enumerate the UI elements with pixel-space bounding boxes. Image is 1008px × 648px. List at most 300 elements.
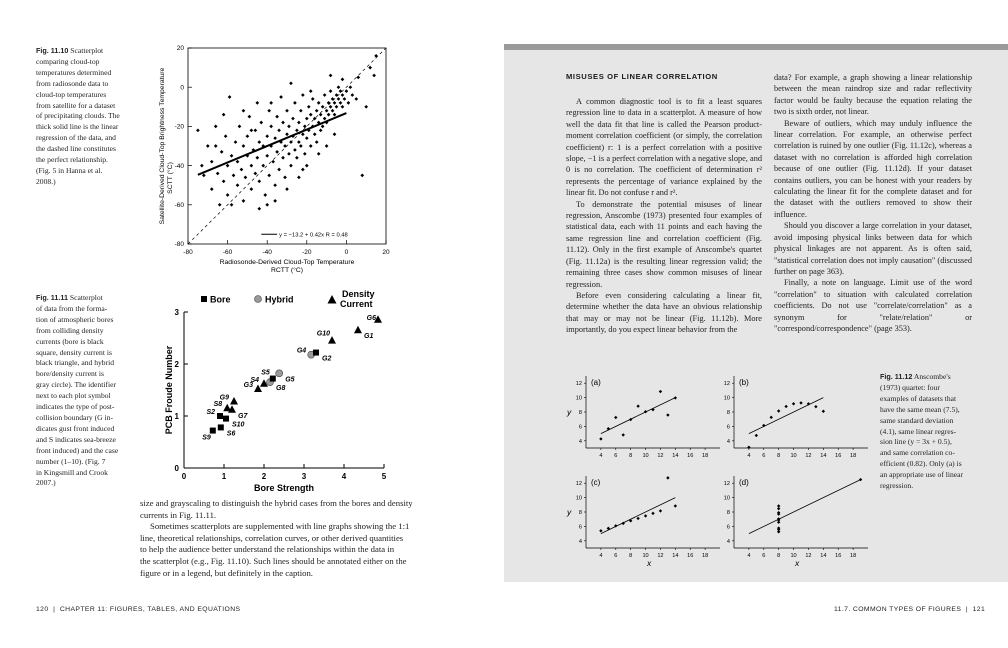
body-line: to help the audience better understand the relationships within the data in — [140, 544, 395, 555]
x-tick-label: 10 — [642, 453, 649, 459]
data-point — [636, 517, 639, 520]
data-point-S10 — [223, 416, 229, 422]
legend-density-label: Current — [340, 299, 373, 309]
point-label: S8 — [213, 401, 223, 409]
x-tick-label: -20 — [302, 249, 312, 256]
body-line: size and grayscaling to distinguish the hybrid cases from the bores and density — [140, 498, 413, 508]
data-point — [333, 132, 337, 136]
data-point — [651, 408, 654, 411]
data-point — [666, 413, 669, 416]
body-line: Sometimes scatterplots are supplemented with line graphs showing the 1:1 — [150, 521, 410, 532]
x-tick-label: 18 — [849, 553, 857, 559]
data-point — [297, 121, 301, 125]
data-point — [674, 396, 677, 399]
data-point — [242, 199, 246, 203]
y-tick-label: -20 — [174, 123, 184, 131]
point-label: S4 — [250, 376, 259, 384]
sidebar-top-rule — [504, 44, 1008, 50]
sidebar-paragraph: Should you discover a large correlation in your dataset, avoid imposing physical links between data for which physical linkages are not apparent. As is often said, "statistical correlation does not imply causation" (discussed further on page 363). — [774, 221, 972, 276]
data-point — [289, 81, 293, 85]
left-body-text — [140, 498, 446, 579]
caption-line: 2007.) — [36, 478, 56, 488]
data-point — [200, 164, 204, 168]
caption-line: currents (bore is black — [36, 336, 104, 346]
data-point — [674, 504, 677, 507]
y-axis-label: Satellite-Derived Cloud-Top Brightness Temperature — [159, 67, 166, 225]
data-point — [285, 132, 289, 136]
data-point — [347, 101, 351, 105]
y-tick-label: 12 — [575, 381, 582, 388]
data-point — [261, 164, 265, 168]
data-point — [250, 128, 254, 132]
data-point — [230, 154, 234, 158]
y-tick-label: 0 — [180, 84, 184, 92]
data-point — [224, 134, 228, 138]
body-line: the scatterplot (e.g., Fig. 11.10). Such lines should be annotated either on the — [140, 555, 407, 566]
data-point — [305, 164, 309, 168]
data-point — [255, 101, 259, 105]
y-tick-label: 10 — [575, 495, 582, 502]
fig1111-caption-lines — [36, 293, 144, 489]
fig1111-scatterplot — [162, 286, 402, 496]
x-axis-label: x — [795, 558, 800, 568]
data-point-G5 — [276, 370, 283, 377]
panel-label: (c) — [591, 478, 601, 487]
y-tick-label: 2 — [174, 360, 179, 369]
data-point — [313, 132, 317, 136]
data-point — [311, 97, 315, 101]
data-point — [777, 409, 780, 412]
x-tick-label: 6 — [762, 553, 766, 559]
point-label: G7 — [238, 412, 248, 420]
data-point — [814, 405, 817, 408]
y-tick-label: 12 — [723, 481, 730, 488]
anscombe-panel-(d) — [724, 476, 868, 568]
data-point — [372, 74, 376, 78]
x-tick-label: 16 — [835, 453, 842, 459]
y-tick-label: 6 — [578, 524, 582, 531]
caption-line: 2008.) — [36, 176, 56, 186]
y-tick-label: 20 — [176, 45, 184, 53]
y-axis-label: SCTT (°C) — [167, 162, 174, 194]
regression-line — [601, 498, 675, 534]
x-tick-label: 8 — [629, 553, 633, 559]
legend-hybrid-label: Hybrid — [265, 294, 294, 305]
x-tick-label: 14 — [820, 453, 827, 459]
data-point — [636, 404, 639, 407]
caption-line: have the same mean (7.5), — [880, 404, 960, 414]
data-point — [321, 125, 325, 129]
x-tick-label: 3 — [301, 472, 307, 481]
sidebar-paragraph: A common diagnostic tool is to fit a least squares regression line to data in a scatterplot. A measure of how well the data fit that line is called the Pearson product-moment correlation coefficient (or simply, the correlation coefficient) r: 1 is a perfect correlation with a positive slope, −1 is a perfect correlation with a negative slope, and 0 is no correlation. The coefficient of determination r² represents the percentage of variance explained by the linear fit. Do not confuse r and r². — [566, 97, 762, 198]
data-point — [777, 507, 780, 510]
caption-line: number (1–10). (Fig. 7 — [36, 456, 106, 466]
caption-line: thick solid line is the linear — [36, 122, 119, 132]
data-point — [299, 109, 303, 113]
x-tick-label: 2 — [261, 472, 267, 481]
data-point — [279, 95, 283, 99]
x-tick-label: 16 — [687, 453, 694, 459]
caption-label: Fig. 11.10 — [36, 46, 69, 55]
x-tick-label: 12 — [657, 553, 664, 559]
data-point — [265, 134, 269, 138]
caption-line: collision boundary (G in- — [36, 412, 113, 422]
data-point — [309, 89, 313, 93]
x-tick-label: 16 — [835, 553, 842, 559]
data-point-S2 — [217, 413, 223, 419]
x-tick-label: 8 — [777, 453, 781, 459]
x-tick-label: 4 — [747, 453, 751, 459]
data-point — [273, 199, 277, 203]
x-axis-label: RCTT (°C) — [270, 267, 304, 274]
sidebar-paragraph: Before even considering calculating a linear fit, determine whether the data have an obvious relationship that may or may not be linear (Fig. 11.12b). More importantly, do you expect linear behavior from the — [566, 290, 762, 335]
data-point — [349, 85, 353, 89]
data-point — [303, 125, 307, 129]
caption-line: examples of datasets that — [880, 393, 957, 403]
data-point — [822, 410, 825, 413]
data-point — [240, 168, 244, 172]
regression-line — [198, 113, 347, 175]
body-line: line, theoretical relationships, correlation curves, or other derived quantities — [140, 532, 404, 543]
y-axis-label-group — [159, 67, 174, 224]
data-point — [263, 193, 267, 197]
caption-line: Fig. 11.12 Anscombe's — [880, 372, 951, 381]
data-point — [287, 152, 291, 156]
data-point — [242, 109, 246, 113]
y-tick-label: 10 — [723, 495, 730, 502]
data-point — [244, 176, 248, 180]
sidebar-paragraph: To demonstrate the potential misuses of linear regression, Anscombe (1973) presented four examples of statistical data, each with 11 points and each having the same regression line and correlation coefficient (Fig. 11.12). Only in the first example of Anscombe's quartet (Fig. 11.12a) is the resulting linear regression valid; the remaining three cases show common misuses of linear regression. — [566, 199, 762, 289]
data-point — [265, 154, 269, 158]
caption-line: of precipitating clouds. The — [36, 111, 120, 121]
x-tick-label: 18 — [701, 453, 709, 459]
data-point — [599, 437, 602, 440]
data-point — [341, 105, 345, 109]
legend-hybrid-marker — [255, 296, 262, 303]
data-point — [659, 509, 662, 512]
data-point — [257, 179, 261, 183]
data-point — [323, 117, 327, 121]
x-tick-label: 1 — [221, 472, 227, 481]
x-tick-label: 20 — [382, 249, 390, 256]
data-point — [289, 164, 293, 168]
x-tick-label: 14 — [672, 453, 679, 459]
y-tick-label: 8 — [726, 410, 730, 416]
x-tick-label: 12 — [805, 553, 812, 559]
y-tick-label: 0 — [174, 464, 179, 473]
sidebar-paragraph: Beware of outliers, which may unduly influence the linear correlation. For example, an otherwise perfect correlation is ruined by one outlier (Fig. 11.12c), whereas a dataset with no correlation is afforded high correlation because of one outlier (Fig. 11.12d). If your dataset contains outliers, you can be honest with your readers by calculating the linear fit for the complete dataset and for the dataset with the outliers removed to show their influence. — [774, 118, 972, 219]
data-point — [343, 97, 347, 101]
data-point — [784, 405, 787, 408]
x-tick-label: -60 — [222, 249, 233, 256]
data-point — [210, 160, 214, 164]
data-point — [364, 105, 368, 109]
data-point-G9 — [230, 397, 238, 405]
data-point-S6 — [218, 424, 224, 430]
anscombe-panel-(a) — [566, 376, 720, 459]
caption-line: the perfect relationship. — [36, 155, 108, 165]
data-point — [214, 125, 218, 129]
data-point — [309, 113, 313, 117]
y-axis-label: y — [567, 507, 572, 517]
data-point — [315, 109, 319, 113]
data-point — [257, 140, 261, 144]
y-tick-label: 4 — [726, 538, 730, 545]
y-tick-label: -80 — [174, 241, 184, 249]
anscombe-panel-(c) — [566, 476, 720, 568]
data-point — [281, 121, 285, 125]
y-axis-label: y — [567, 407, 572, 417]
regression-annotation: y = −13.2 + 0.42x R = 0.48 — [279, 232, 348, 239]
legend-bore-marker — [201, 296, 207, 302]
data-point — [599, 529, 602, 532]
data-point — [341, 78, 345, 82]
body-line: figure or in a legend, but definitely in the caption. — [140, 567, 313, 578]
right-footer: 11.7. COMMON TYPES OF FIGURES | 121 — [834, 606, 986, 613]
data-point — [218, 203, 222, 207]
data-point — [275, 150, 279, 154]
caption-line: Fig. 11.11 Scatterplot — [36, 293, 103, 302]
data-point — [259, 121, 263, 125]
y-axis-label: PCB Froude Number — [164, 345, 174, 435]
x-tick-label: 14 — [820, 553, 827, 559]
one-to-one-line — [188, 48, 386, 244]
x-tick-label: 4 — [747, 553, 751, 559]
data-point — [659, 390, 662, 393]
data-point — [317, 152, 321, 156]
caption-line: of data from the forma- — [36, 303, 108, 313]
point-label: G1 — [364, 333, 374, 341]
left-footer: 120 | CHAPTER 11: FIGURES, TABLES, AND EQUATIONS — [36, 606, 241, 613]
data-point — [323, 93, 327, 97]
data-point — [301, 93, 305, 97]
y-tick-label: 4 — [726, 438, 730, 445]
regression-line — [749, 480, 861, 534]
data-point — [319, 128, 323, 132]
data-point — [317, 101, 321, 105]
caption-line: next to each plot symbol — [36, 391, 111, 401]
x-tick-label: 8 — [777, 553, 781, 559]
caption-line: regression. — [880, 481, 914, 491]
fig1111-caption — [36, 293, 144, 489]
data-point-G1 — [354, 326, 362, 334]
data-point — [321, 105, 325, 109]
data-point — [339, 101, 343, 105]
fig1112-caption-lines — [880, 372, 980, 492]
caption-line: comparing cloud-top — [36, 56, 100, 66]
data-point — [222, 113, 226, 117]
panel-label: (b) — [739, 378, 749, 387]
y-tick-label: 4 — [578, 438, 582, 445]
data-point — [285, 187, 289, 191]
caption-label: Fig. 11.11 — [36, 293, 68, 302]
data-point — [246, 134, 250, 138]
data-point — [614, 416, 617, 419]
data-point — [277, 128, 281, 132]
point-label: G8 — [276, 385, 286, 393]
data-point — [285, 109, 289, 113]
x-tick-label: 4 — [341, 472, 347, 481]
x-tick-label: 6 — [614, 553, 618, 559]
caption-line: from colliding density — [36, 325, 104, 335]
point-label: G2 — [322, 355, 332, 363]
caption-line: in Kingsmill and Crook — [36, 467, 108, 477]
y-tick-label: 6 — [726, 524, 730, 531]
data-point — [196, 128, 200, 132]
data-point — [248, 115, 252, 119]
caption-label: Fig. 11.12 — [880, 372, 913, 381]
point-label: S9 — [202, 434, 211, 442]
data-point — [859, 478, 862, 481]
y-tick-label: -60 — [174, 202, 184, 209]
data-point — [273, 183, 277, 187]
sidebar-title: MISUSES OF LINEAR CORRELATION — [566, 72, 718, 81]
data-point — [257, 207, 261, 211]
regression-line — [749, 398, 823, 434]
fig1110-caption — [36, 46, 144, 188]
data-point — [327, 101, 331, 105]
fig1110-scatterplot — [152, 42, 398, 274]
fig1112-anscombe-quartet — [562, 370, 872, 578]
data-point — [307, 105, 311, 109]
data-point — [337, 85, 341, 89]
y-tick-label: 10 — [575, 395, 582, 402]
caption-line: same standard deviation — [880, 415, 954, 425]
data-point — [210, 187, 214, 191]
x-tick-label: 5 — [381, 472, 387, 481]
data-point — [250, 187, 254, 191]
legend-bore-label: Bore — [210, 294, 231, 305]
data-point — [644, 514, 647, 517]
data-point — [226, 164, 230, 168]
x-tick-label: 18 — [701, 553, 709, 559]
data-point — [305, 136, 309, 140]
data-point — [275, 115, 279, 119]
x-tick-label: 6 — [614, 453, 618, 459]
data-point — [325, 109, 329, 113]
data-point — [339, 89, 343, 93]
data-point-G2 — [313, 350, 319, 356]
data-point — [301, 168, 305, 172]
data-point — [341, 93, 345, 97]
caption-line: black triangle, and hybrid — [36, 358, 115, 368]
y-tick-label: 3 — [174, 308, 179, 317]
caption-line: indicates the type of post- — [36, 402, 115, 412]
data-point — [331, 97, 335, 101]
x-tick-label: 0 — [181, 472, 187, 481]
caption-line: from radiosonde data to — [36, 78, 109, 88]
point-label: S6 — [226, 430, 236, 438]
data-point — [770, 416, 773, 419]
sidebar-column-2 — [774, 72, 972, 334]
data-point — [220, 150, 224, 154]
data-point — [666, 476, 669, 479]
legend-density-label: Density — [342, 289, 375, 299]
data-point — [202, 174, 206, 178]
data-point — [303, 152, 307, 156]
sidebar-column-1 — [566, 96, 762, 336]
data-point — [651, 512, 654, 515]
data-point — [228, 95, 232, 99]
data-point — [333, 101, 337, 105]
caption-line: gray circle). The identifier — [36, 380, 116, 390]
legend-density-marker — [328, 295, 337, 304]
data-point — [265, 203, 269, 207]
x-tick-label: 12 — [657, 453, 664, 459]
data-point — [287, 125, 291, 129]
data-point — [329, 89, 333, 93]
x-tick-label: 6 — [762, 453, 766, 459]
data-point — [269, 125, 273, 129]
data-point — [333, 113, 337, 117]
data-point — [622, 433, 625, 436]
data-point — [315, 140, 319, 144]
caption-line: and same correlation co- — [880, 448, 955, 458]
data-point — [755, 434, 758, 437]
x-tick-label: 18 — [849, 453, 857, 459]
data-point — [792, 402, 795, 405]
data-point — [799, 401, 802, 404]
point-label: S5 — [261, 369, 270, 377]
data-point — [236, 183, 240, 187]
data-point — [232, 174, 236, 178]
caption-line: (1973) quartet: four — [880, 382, 940, 392]
caption-line: dicates gust front induced — [36, 423, 115, 433]
caption-line: (4.1), same linear regres- — [880, 426, 957, 436]
data-point — [273, 136, 277, 140]
data-point — [356, 76, 360, 80]
point-label: G3 — [243, 381, 253, 389]
x-tick-label: 10 — [790, 453, 797, 459]
data-point — [255, 156, 259, 160]
y-tick-label: 8 — [578, 510, 582, 516]
sidebar-paragraph: Finally, a note on language. Limit use of the word "correlation" to situation with calculated correlation coefficients. Do not use "correlate/correlation" as a synonym for "relate/relation" or "correspond/correspondence" (page 353). — [774, 278, 972, 333]
point-label: G5 — [285, 376, 295, 384]
data-point — [319, 113, 323, 117]
data-point — [226, 193, 230, 197]
data-point — [277, 168, 281, 172]
data-point — [374, 54, 378, 58]
caption-line: from satellite for a dataset — [36, 100, 116, 110]
data-point-S9 — [210, 428, 216, 434]
data-point — [305, 117, 309, 121]
data-point — [269, 101, 273, 105]
data-point — [295, 156, 299, 160]
y-tick-label: 1 — [174, 412, 179, 421]
caption-line: tion of atmospheric bores — [36, 314, 114, 324]
y-axis-label-group — [164, 345, 174, 434]
caption-line: and S indicates sea-breeze — [36, 434, 116, 444]
caption-line: efficient (0.82). Only (a) is — [880, 459, 962, 469]
y-tick-label: 4 — [578, 538, 582, 545]
data-point — [234, 140, 238, 144]
x-tick-label: 4 — [599, 453, 603, 459]
data-point — [325, 144, 329, 148]
x-tick-label: 0 — [344, 249, 349, 256]
data-point — [351, 93, 355, 97]
data-point — [293, 101, 297, 105]
data-point — [267, 174, 271, 178]
point-label: S2 — [206, 409, 215, 416]
data-point — [238, 125, 242, 129]
y-tick-label: 8 — [578, 410, 582, 416]
data-point — [329, 74, 333, 78]
anscombe-panel-(b) — [724, 376, 868, 459]
data-point — [301, 132, 305, 136]
data-point — [293, 148, 297, 152]
data-point — [354, 97, 358, 101]
y-tick-label: 8 — [726, 510, 730, 516]
